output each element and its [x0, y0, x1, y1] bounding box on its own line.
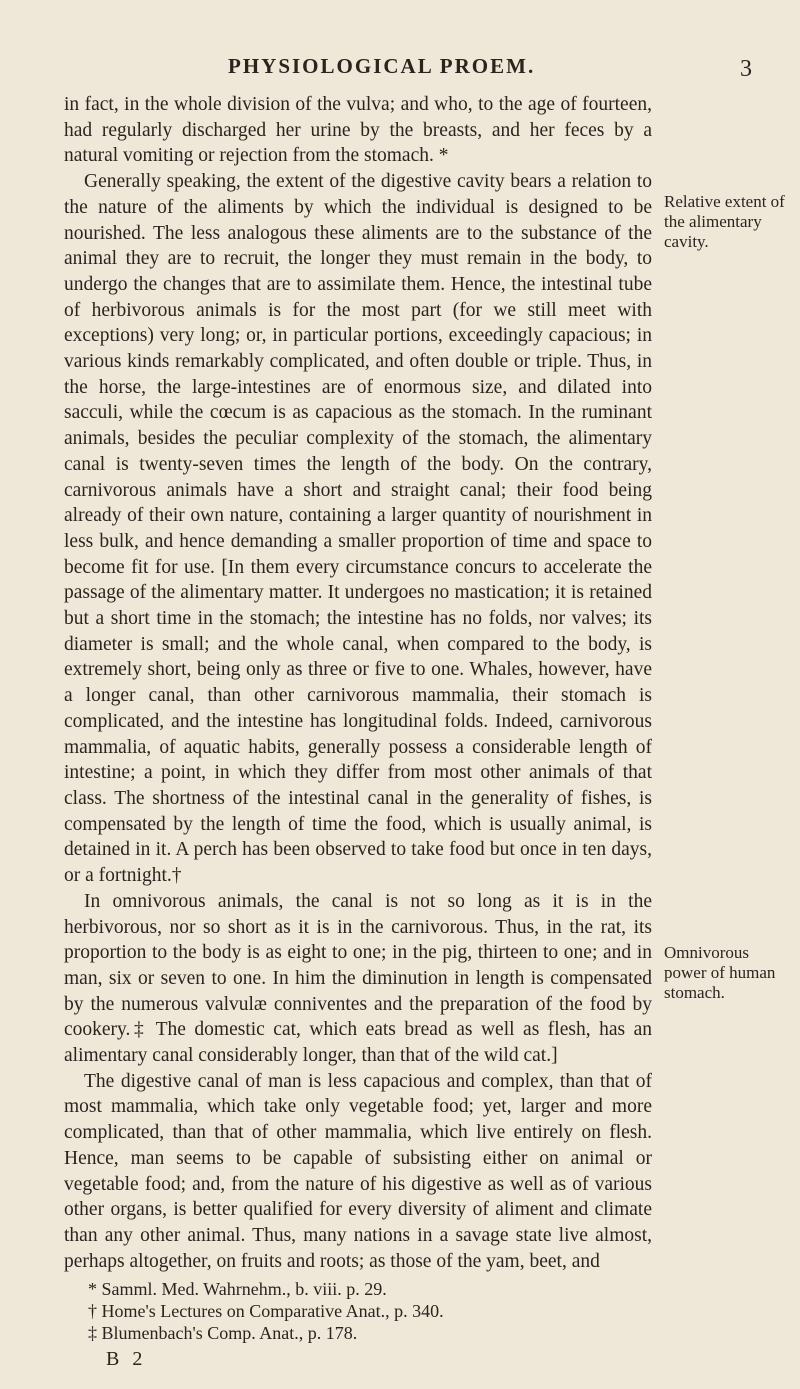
margin-note-omnivorous-power: Omnivorous power of human stomach. [664, 943, 776, 1002]
body-text [64, 92, 652, 1274]
footnotes [88, 1278, 648, 1344]
paragraph: In omnivorous animals, the canal is not so long as it is in the herbivorous, nor so short as it is in the carnivorous. Thus, in the rat, its proportion to the body is as eight to one; in the pig, thirteen to one; and in man, six or seven to one. In him the diminution in length is compensated by the numerous valvulæ conniventes and the preparation of the food by cookery.‡ The domestic cat, which eats bread as well as flesh, has an alimentary canal considerably longer, than that of the wild cat.] [64, 890, 652, 1067]
page-header [0, 54, 800, 84]
paragraph: in fact, in the whole division of the vulva; and who, to the age of fourteen, had regularly discharged her urine by the breasts, and her feces by a natural vomiting or rejection from the stomach. * [64, 94, 652, 167]
signature-mark: B 2 [106, 1348, 147, 1370]
footnote: * Samml. Med. Wahrnehm., b. viii. p. 29. [88, 1279, 387, 1299]
page-number: 3 [740, 56, 752, 82]
running-head: PHYSIOLOGICAL PROEM. [228, 54, 536, 78]
footnote: † Home's Lectures on Comparative Anat., p. 340. [88, 1301, 444, 1321]
footnote: ‡ Blumenbach's Comp. Anat., p. 178. [88, 1323, 358, 1343]
margin-note-relative-extent: Relative extent of the alimentary cavity. [664, 192, 785, 251]
paragraph: Generally speaking, the extent of the digestive cavity bears a relation to the nature of the aliments by which the individual is designed to be nourished. The less analogous these aliments are to the substance of the animal they are to recruit, the longer they must remain in the body, to undergo the changes that are to assimilate them. Hence, the intestinal tube of herbivorous animals is for the most part (for we still meet with exceptions) very long; or, in particular portions, exceedingly capacious; in various kinds remarkably complicated, and often double or triple. Thus, in the horse, the large-intestines are of enormous size, and dilated into sacculi, while the cœcum is as capacious as the stomach. In the ruminant animals, besides the peculiar complexity of the stomach, the alimentary canal is twenty-seven times the length of the body. On the contrary, carnivorous animals have a short and straight canal; their food being already of their own nature, containing a larger quantity of nourishment in less bulk, and hence demanding a smaller proportion of time and space to become fit for use. [In them every circumstance concurs to accelerate the passage of the alimentary matter. It undergoes no mastication; it is retained but a short time in the stomach; the intestine has no folds, nor valves; its diameter is small; and the whole canal, when compared to the body, is extremely short, being only as three or five to one. Whales, however, have a longer canal, than other carnivorous mammalia, their stomach is complicated, and the intestine has longitudinal folds. Indeed, carnivorous mammalia, of aquatic habits, generally possess a considerable length of intestine; a point, in which they differ from most other animals of that class. The shortness of the intestinal canal in the generality of fishes, is compensated by the length of time the food, which is usually animal, is detained in it. A perch has been observed to take food but once in ten days, or a fortnight.† [64, 171, 652, 887]
paragraph: The digestive canal of man is less capacious and complex, than that of most mammalia, which take only vegetable food; yet, larger and more complicated, than that of other mammalia, which live entirely on flesh. Hence, man seems to be capable of subsisting either on animal or vegetable food; and, from the nature of his digestive as well as of various other organs, is better qualified for every diversity of aliment and climate than any other animal. Thus, many nations in a savage state live almost, perhaps altogether, on fruits and roots; as those of the yam, beet, and [64, 1070, 652, 1272]
